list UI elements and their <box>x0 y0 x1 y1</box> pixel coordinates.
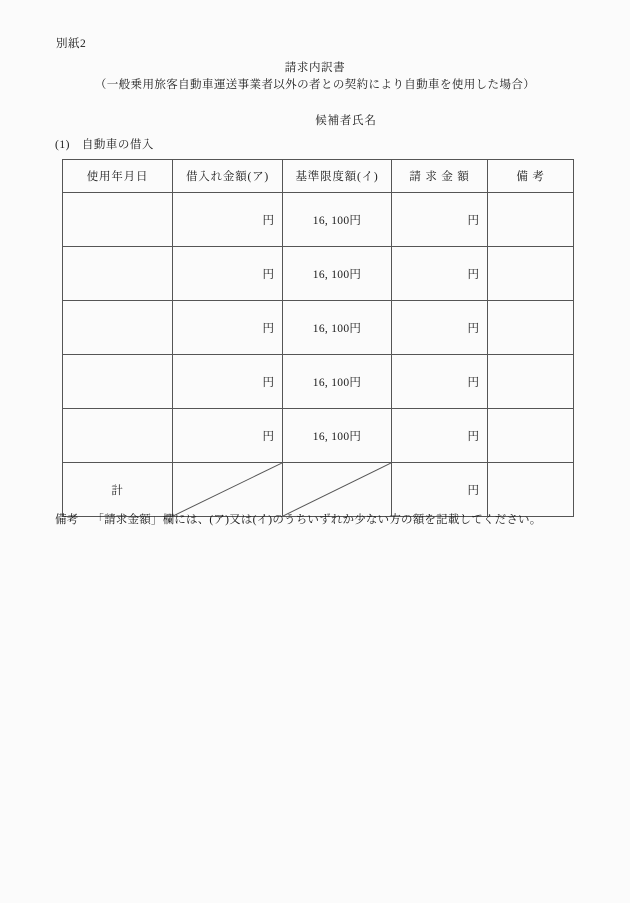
cell-note[interactable] <box>488 247 574 301</box>
section-title: 自動車の借入 <box>81 139 154 151</box>
table-row <box>63 301 574 355</box>
cell-borrowed-amount[interactable] <box>173 301 283 355</box>
cell-total-label <box>63 463 173 517</box>
cell-use-date[interactable] <box>63 301 173 355</box>
cell-standard-limit <box>283 355 392 409</box>
claim-table <box>62 159 574 517</box>
borrowed-amount-value: 円 <box>262 323 274 335</box>
claim-amount-value: 円 <box>467 269 479 281</box>
cell-claim-amount[interactable] <box>392 247 488 301</box>
standard-limit-value: 16, 100円 <box>312 377 362 389</box>
cell-note[interactable] <box>488 409 574 463</box>
standard-limit-value: 16, 100円 <box>312 215 362 227</box>
table-header-row <box>63 160 574 193</box>
title-block <box>0 60 630 94</box>
table-row <box>63 247 574 301</box>
cell-standard-limit <box>283 301 392 355</box>
borrowed-amount-value: 円 <box>262 269 274 281</box>
cell-use-date[interactable] <box>63 193 173 247</box>
footer-note <box>55 511 541 527</box>
strikethrough-diagonal-icon <box>173 463 282 516</box>
column-header-standard-limit: 基準限度額(イ) <box>283 160 392 193</box>
cell-use-date[interactable] <box>63 409 173 463</box>
cell-claim-amount[interactable] <box>392 409 488 463</box>
cell-claim-amount[interactable] <box>392 355 488 409</box>
total-label-value: 計 <box>111 485 124 497</box>
section-heading <box>55 136 154 152</box>
cell-total-standard-limit <box>283 463 392 517</box>
column-header-claim-amount: 請 求 金 額 <box>392 160 488 193</box>
footer-note-text: 「請求金額」欄には、(ア)又は(イ)のうちいずれか少ない方の額を記載してください。 <box>92 514 542 526</box>
cell-borrowed-amount[interactable] <box>173 193 283 247</box>
cell-note[interactable] <box>488 301 574 355</box>
document-subtitle: （一般乗用旅客自動車運送事業者以外の者との契約により自動車を使用した場合） <box>94 79 536 91</box>
footer-note-label: 備考 <box>55 514 79 526</box>
cell-borrowed-amount[interactable] <box>173 409 283 463</box>
cell-standard-limit <box>283 409 392 463</box>
standard-limit-value: 16, 100円 <box>312 431 362 443</box>
claim-amount-value: 円 <box>467 377 479 389</box>
strikethrough-diagonal-icon <box>283 463 391 516</box>
table-row <box>63 355 574 409</box>
claim-table-wrapper <box>62 159 573 517</box>
table-row <box>63 409 574 463</box>
cell-standard-limit <box>283 247 392 301</box>
standard-limit-value: 16, 100円 <box>312 323 362 335</box>
cell-claim-amount[interactable] <box>392 193 488 247</box>
cell-note[interactable] <box>488 355 574 409</box>
cell-note[interactable] <box>488 193 574 247</box>
column-header-use-date: 使用年月日 <box>63 160 173 193</box>
cell-standard-limit <box>283 193 392 247</box>
cell-use-date[interactable] <box>63 355 173 409</box>
claim-amount-value: 円 <box>467 215 479 227</box>
table-total-row <box>63 463 574 517</box>
cell-use-date[interactable] <box>63 247 173 301</box>
attachment-label: 別紙2 <box>56 38 87 50</box>
table-row <box>63 193 574 247</box>
borrowed-amount-value: 円 <box>262 377 274 389</box>
total-claim-amount-value: 円 <box>467 485 479 497</box>
borrowed-amount-value: 円 <box>262 215 274 227</box>
cell-total-claim-amount[interactable] <box>392 463 488 517</box>
document-title: 請求内訳書 <box>284 62 346 74</box>
cell-borrowed-amount[interactable] <box>173 355 283 409</box>
cell-total-note[interactable] <box>488 463 574 517</box>
claim-amount-value: 円 <box>467 431 479 443</box>
cell-claim-amount[interactable] <box>392 301 488 355</box>
section-number: (1) <box>55 139 70 151</box>
column-header-borrowed-amount: 借入れ金額(ア) <box>173 160 283 193</box>
cell-total-borrowed-amount <box>173 463 283 517</box>
borrowed-amount-value: 円 <box>262 431 274 443</box>
column-header-note: 備 考 <box>488 160 574 193</box>
standard-limit-value: 16, 100円 <box>312 269 362 281</box>
claim-amount-value: 円 <box>467 323 479 335</box>
cell-borrowed-amount[interactable] <box>173 247 283 301</box>
candidate-name-label: 候補者氏名 <box>315 115 377 127</box>
